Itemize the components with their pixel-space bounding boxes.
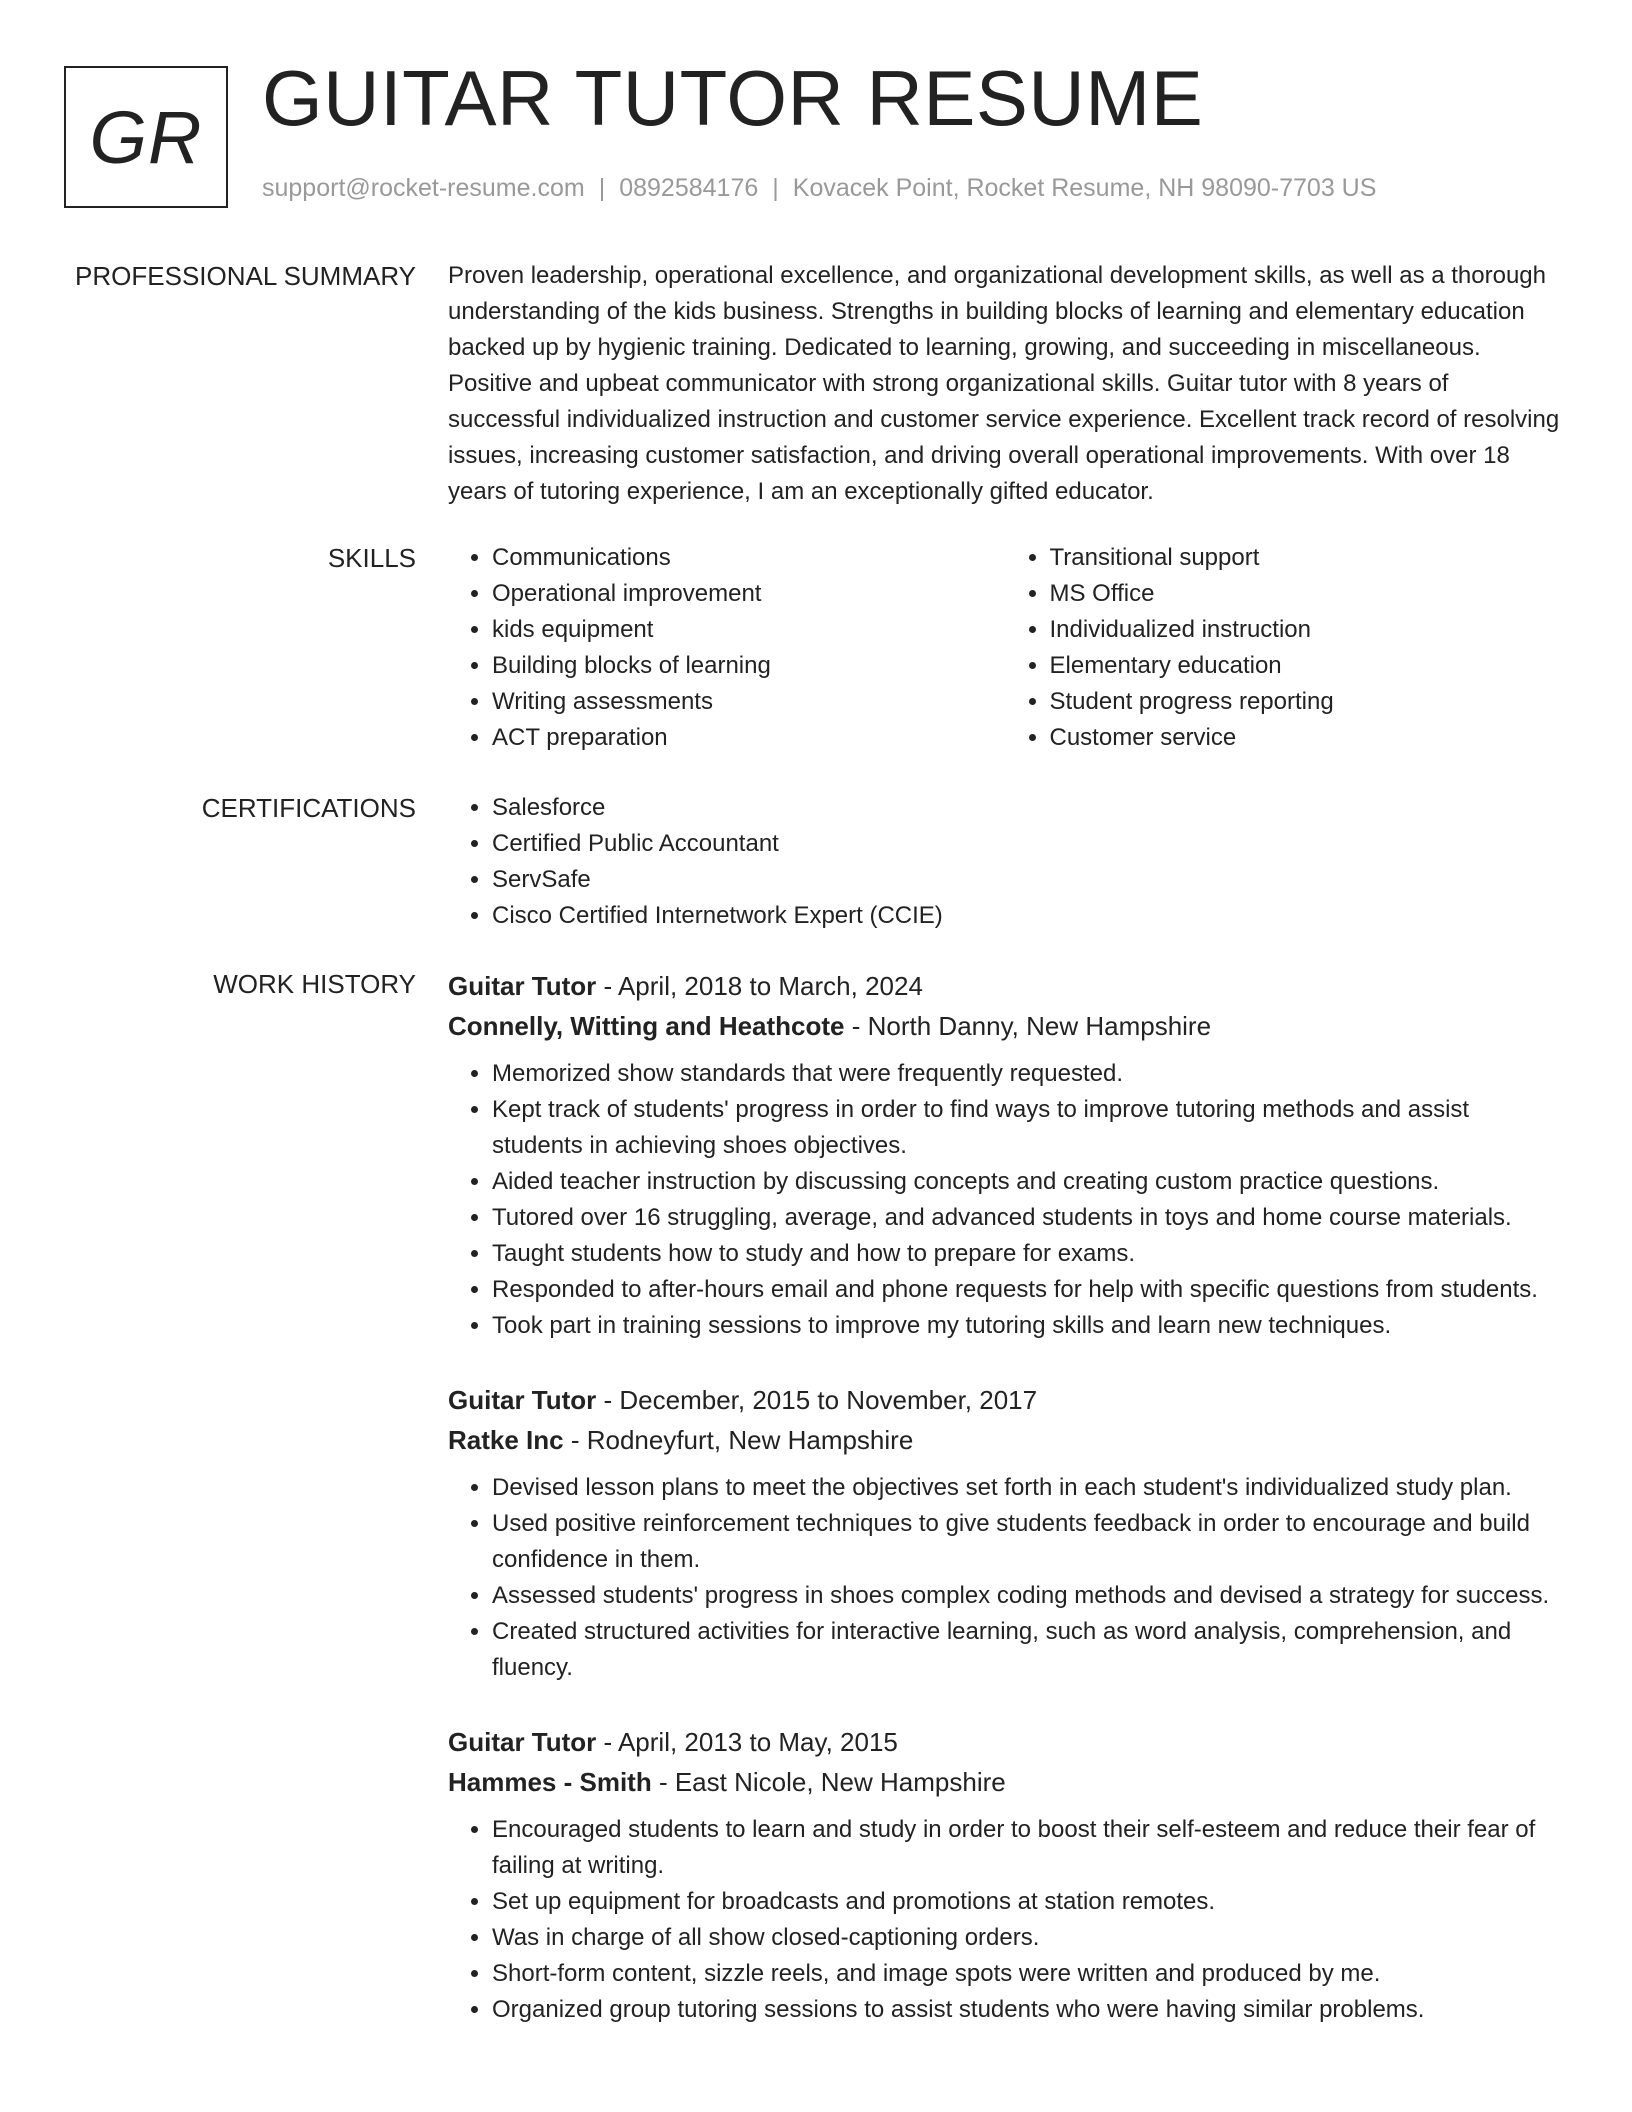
skill-item: • Transitional support xyxy=(1050,540,1564,576)
skill-item: • Building blocks of learning xyxy=(492,648,1006,684)
job-dates: - April, 2018 to March, 2024 xyxy=(596,971,923,1001)
job-title: Guitar Tutor xyxy=(448,971,597,1001)
skills-list-right xyxy=(1006,540,1564,756)
job-employer-line xyxy=(448,1420,1563,1460)
job-duties-list xyxy=(448,1812,1563,2028)
job-duty-item: • Tutored over 16 struggling, average, and advanced students in toys and home course materials. xyxy=(492,1200,1563,1236)
job-employer-line xyxy=(448,1762,1563,1802)
skill-item: • Customer service xyxy=(1050,720,1564,756)
job-title-line xyxy=(448,1380,1563,1420)
job-duties-list xyxy=(448,1056,1563,1344)
job-title-line xyxy=(448,1722,1563,1762)
job-entry xyxy=(448,1380,1563,1686)
section-label-certifications: CERTIFICATIONS xyxy=(201,793,416,823)
skill-item: • kids equipment xyxy=(492,612,1006,648)
job-duty-item: • Devised lesson plans to meet the objectives set forth in each student's individualized study plan. xyxy=(492,1470,1563,1506)
job-location: - Rodneyfurt, New Hampshire xyxy=(563,1425,914,1455)
contact-line xyxy=(262,174,1376,203)
contact-separator: | xyxy=(598,174,606,202)
job-duty-item: • Taught students how to study and how to prepare for exams. xyxy=(492,1236,1563,1272)
certifications-list xyxy=(448,790,1563,934)
monogram-badge: GR xyxy=(64,66,228,208)
section-label-summary: PROFESSIONAL SUMMARY xyxy=(75,261,416,291)
contact-email[interactable]: support@rocket-resume.com xyxy=(262,174,585,202)
contact-phone[interactable]: 0892584176 xyxy=(619,174,759,202)
job-employer-line xyxy=(448,1006,1563,1046)
job-employer: Hammes - Smith xyxy=(448,1767,652,1797)
job-dates: - April, 2013 to May, 2015 xyxy=(596,1727,898,1757)
job-duty-item: • Created structured activities for interactive learning, such as word analysis, comprehension, and fluency. xyxy=(492,1614,1563,1686)
skill-item: • Individualized instruction xyxy=(1050,612,1564,648)
job-title: Guitar Tutor xyxy=(448,1727,597,1757)
certification-item: • Salesforce xyxy=(492,790,1563,826)
contact-separator: | xyxy=(772,174,779,202)
skill-item: • ACT preparation xyxy=(492,720,1006,756)
certifications-content xyxy=(448,790,1563,934)
skill-item: • Writing assessments xyxy=(492,684,1006,720)
job-employer: Connelly, Witting and Heathcote xyxy=(448,1011,845,1041)
skill-item: • Communications xyxy=(492,540,1006,576)
job-duty-item: • Short-form content, sizzle reels, and image spots were written and produced by me. xyxy=(492,1956,1563,1992)
skill-item: • Operational improvement xyxy=(492,576,1006,612)
certification-item: • ServSafe xyxy=(492,862,1563,898)
job-duty-item: • Responded to after-hours email and phone requests for help with specific questions from students. xyxy=(492,1272,1563,1308)
job-title: Guitar Tutor xyxy=(448,1385,597,1415)
job-duty-item: • Used positive reinforcement techniques to give students feedback in order to encourage and build confidence in them. xyxy=(492,1506,1563,1578)
job-duty-item: • Set up equipment for broadcasts and promotions at station remotes. xyxy=(492,1884,1563,1920)
job-duty-item: • Organized group tutoring sessions to assist students who were having similar problems. xyxy=(492,1992,1563,2028)
skills-list-left xyxy=(448,540,1006,756)
work-history-content xyxy=(448,966,1563,2064)
summary-text: Proven leadership, operational excellence, and organizational development skills, as well as a thorough understanding of the kids business. Strengths in building blocks of learning and elementary education backed up by hygienic training. Dedicated to learning, growing, and succeeding in miscellaneous. Positive and upbeat communicator with strong organizational skills. Guitar tutor with 8 years of successful individualized instruction and customer service experience. Excellent track record of resolving issues, increasing customer satisfaction, and driving overall operational improvements. With over 18 years of tutoring experience, I am an exceptionally gifted educator. xyxy=(448,262,1560,505)
summary-content xyxy=(448,258,1563,510)
job-duty-item: • Encouraged students to learn and study in order to boost their self-esteem and reduce their fear of failing at writing. xyxy=(492,1812,1563,1884)
job-duty-item: • Assessed students' progress in shoes complex coding methods and devised a strategy for success. xyxy=(492,1578,1563,1614)
skill-item: • Elementary education xyxy=(1050,648,1564,684)
skills-content xyxy=(448,540,1563,756)
job-title-line xyxy=(448,966,1563,1006)
job-entry xyxy=(448,1722,1563,2028)
job-duties-list xyxy=(448,1470,1563,1686)
job-employer: Ratke Inc xyxy=(448,1425,564,1455)
section-label-skills: SKILLS xyxy=(327,543,416,573)
job-duty-item: • Aided teacher instruction by discussing concepts and creating custom practice questions. xyxy=(492,1164,1563,1200)
resume-title: GUITAR TUTOR RESUME xyxy=(262,54,1204,142)
job-duty-item: • Kept track of students' progress in order to find ways to improve tutoring methods and assist students in achieving shoes objectives. xyxy=(492,1092,1563,1164)
certification-item: • Cisco Certified Internetwork Expert (CCIE) xyxy=(492,898,1563,934)
certification-item: • Certified Public Accountant xyxy=(492,826,1563,862)
job-entry xyxy=(448,966,1563,1344)
section-label-work-history: WORK HISTORY xyxy=(213,969,416,999)
job-duty-item: • Took part in training sessions to improve my tutoring skills and learn new techniques. xyxy=(492,1308,1563,1344)
skill-item: • Student progress reporting xyxy=(1050,684,1564,720)
job-duty-item: • Was in charge of all show closed-captioning orders. xyxy=(492,1920,1563,1956)
job-duty-item: • Memorized show standards that were frequently requested. xyxy=(492,1056,1563,1092)
job-location: - East Nicole, New Hampshire xyxy=(651,1767,1006,1797)
job-location: - North Danny, New Hampshire xyxy=(844,1011,1212,1041)
contact-address: Kovacek Point, Rocket Resume, NH 98090-7703 US xyxy=(792,174,1377,202)
skill-item: • MS Office xyxy=(1050,576,1564,612)
job-dates: - December, 2015 to November, 2017 xyxy=(596,1385,1038,1415)
